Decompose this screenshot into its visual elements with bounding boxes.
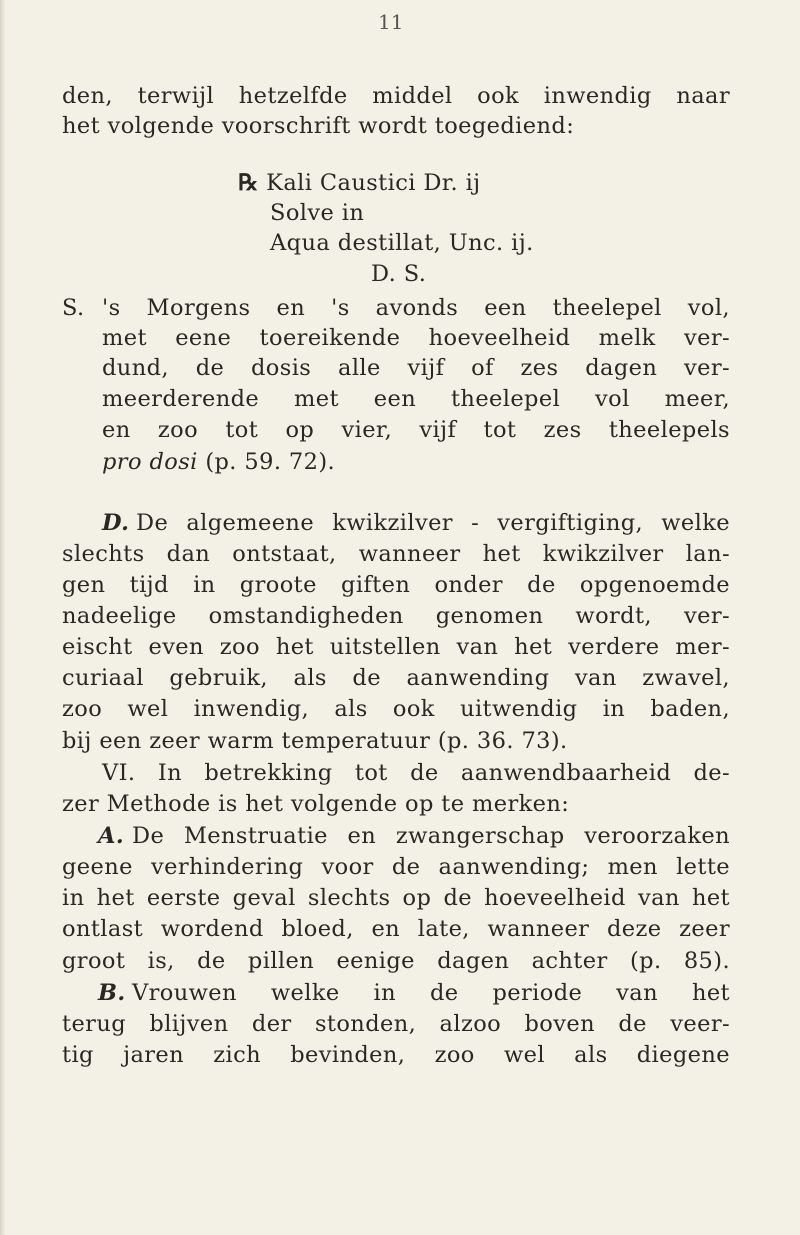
intro-line-2: het volgende voorschrift wordt toegediend: xyxy=(62,113,575,139)
section-a-line-1: De Menstruatie en zwangerschap veroorzaken xyxy=(132,823,730,849)
pro-dosi-italic: pro dosi xyxy=(102,449,198,475)
section-a-line-3: in het eerste geval slechts op de hoeveelheid van het xyxy=(62,885,730,911)
prescription-line-1 xyxy=(238,170,481,196)
section-b-line-1: Vrouwen welke in de periode van het xyxy=(132,980,730,1006)
prescription-line-2: Solve in xyxy=(270,200,365,226)
section-d-line-4: nadeelige omstandigheden genomen wordt, ver- xyxy=(62,603,730,629)
section-a-line-4: ontlast wordend bloed, en late, wanneer deze zeer xyxy=(62,916,730,942)
section-a-marker xyxy=(98,823,124,849)
section-d-line-5: eischt even zoo het uitstellen van het verdere mer- xyxy=(62,634,730,660)
signa-marker: S. xyxy=(62,295,85,321)
signa-line-4: meerderende met een theelepel vol meer, xyxy=(102,386,730,412)
section-d-marker xyxy=(102,510,129,536)
signa-line-2: met eene toereikende hoeveelheid melk ver- xyxy=(102,325,730,351)
prescription-line-3: Aqua destillat, Unc. ij. xyxy=(270,230,534,256)
section-d-line-2: slechts dan ontstaat, wanneer het kwikzilver lan- xyxy=(62,541,730,567)
page-number: 11 xyxy=(378,10,404,34)
section-a-line-2: geene verhindering voor de aanwending; men lette xyxy=(62,854,730,880)
section-b-letter: B. xyxy=(98,980,126,1006)
section-a-line-5: groot is, de pillen eenige dagen achter (p. 85). xyxy=(62,948,730,974)
section-d-line-6: curiaal gebruik, als de aanwending van zwavel, xyxy=(62,665,730,691)
intro-line-1: den, terwijl hetzelfde middel ook inwendig naar xyxy=(62,83,730,109)
section-d-letter: D. xyxy=(102,510,130,536)
section-d-line-8: bij een zeer warm temperatuur (p. 36. 73). xyxy=(62,728,568,754)
prescription-line-4: D. S. xyxy=(371,261,427,287)
section-b-line-2: terug blijven der stonden, alzoo boven de veer- xyxy=(62,1011,730,1037)
signa-line-6 xyxy=(102,449,335,475)
signa-line-1: 's Morgens en 's avonds een theelepel vol, xyxy=(102,295,730,321)
section-d-line-7: zoo wel inwendig, als ook uitwendig in baden, xyxy=(62,696,730,722)
section-d-line-1: De algemeene kwikzilver - vergiftiging, welke xyxy=(136,510,730,536)
signa-line-3: dund, de dosis alle vijf of zes dagen ver- xyxy=(102,355,730,381)
section-d-line-3: gen tijd in groote giften onder de opgenoemde xyxy=(62,572,730,598)
recipe-symbol: ℞ xyxy=(238,170,259,196)
section-vi-line-1: VI. In betrekking tot de aanwendbaarheid de- xyxy=(102,760,730,786)
section-vi-line-2: zer Methode is het volgende op te merken: xyxy=(62,791,570,817)
section-a-letter: A. xyxy=(98,823,125,849)
section-b-line-3: tig jaren zich bevinden, zoo wel als diegene xyxy=(62,1042,730,1068)
section-b-marker xyxy=(98,980,126,1006)
page-edge-shadow xyxy=(0,0,6,1235)
signa-line-5: en zoo tot op vier, vijf tot zes theelepels xyxy=(102,417,730,443)
prescription-text-1: Kali Caustici Dr. ij xyxy=(266,170,481,196)
signa-reference: (p. 59. 72). xyxy=(205,449,336,475)
